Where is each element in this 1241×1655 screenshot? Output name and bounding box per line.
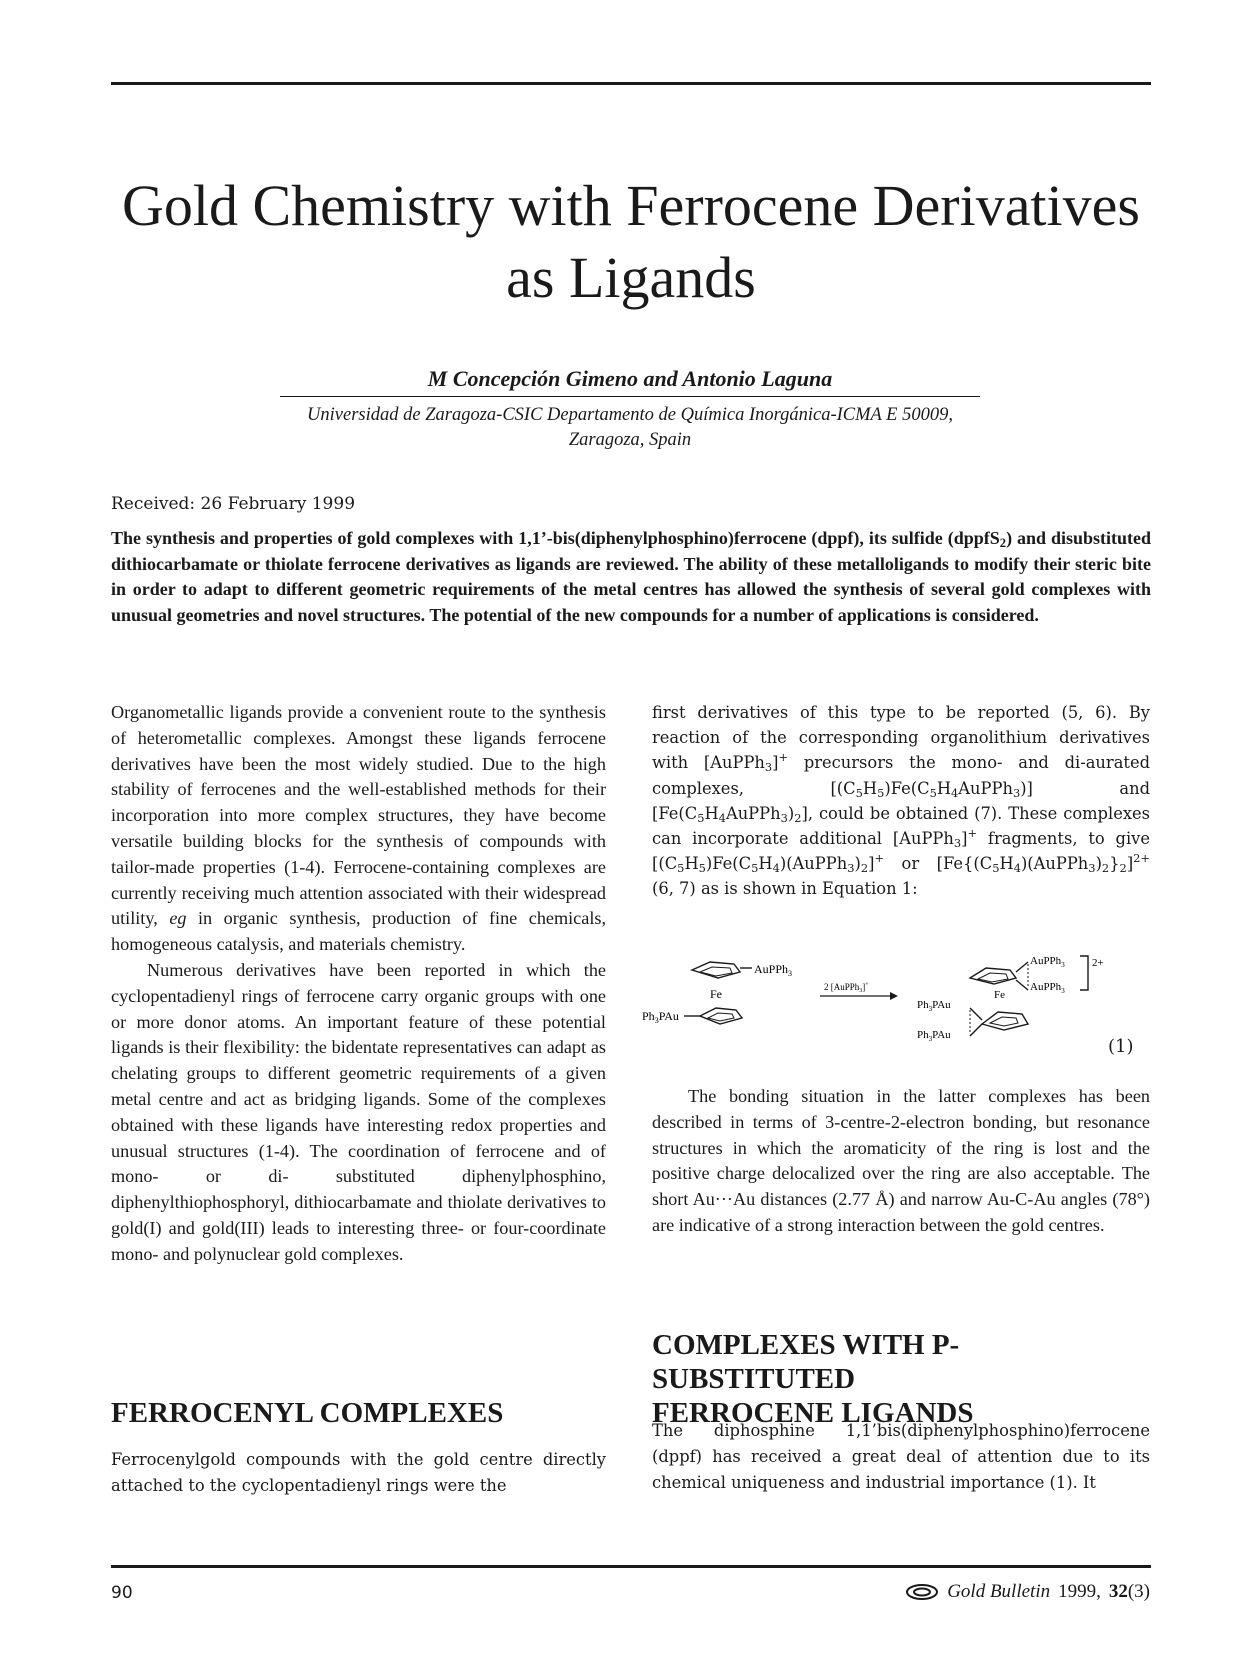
- product-charge-label: 2+: [1092, 957, 1104, 969]
- journal-name: Gold Bulletin: [947, 1581, 1051, 1602]
- section-heading-ferrocenyl: FERROCENYL COMPLEXES: [111, 1397, 504, 1429]
- equation-number: (1): [1108, 1036, 1134, 1057]
- authors: M Concepción Gimeno and Antonio Laguna: [427, 366, 833, 391]
- affiliation: [230, 403, 1030, 453]
- dppf-paragraph: The diphosphine 1,1’bis(diphenylphosphino)ferrocene (dppf) has received a great deal of attention due to its chemical uniqueness and industrial importance (1). It: [652, 1421, 1150, 1492]
- ferrocenyl-paragraph: Ferrocenylgold compounds with the gold centre directly attached to the cyclopentadienyl rings were the: [111, 1450, 606, 1495]
- product-aupph3-top-label: AuPPh$_3$: [1030, 955, 1065, 969]
- gold-bulletin-logo-icon: [905, 1583, 939, 1601]
- journal-issue: (3): [1127, 1581, 1150, 1602]
- aurated-paragraph: first derivatives of this type to be reported (5, 6). By reaction of the corresponding organolithium derivatives with [AuPPh$_3$]+ precursors the mono- and di-aurated complexes, $[(C_5H_5)Fe(C_5H_4AuPPh_3)]$ and $[Fe(C_5H_4AuPPh_3)_2]$, could be obtained (7). These complexes can incorporate additional [AuPPh$_3$]+ fragments, to give $[(C_5H_5)Fe(C_5H_4)(AuPPh_3)_2]^+$ or $[Fe\{(C_5H_4)(AuPPh_3)_2\}_2]^{2+}$ (6, 7) as is shown in Equation 1:: [652, 703, 1151, 899]
- reactant-fe-label: Fe: [710, 987, 722, 1001]
- journal-volume: 32: [1108, 1581, 1128, 1602]
- bottom-rule: [111, 1565, 1151, 1568]
- equation-1-scheme: [642, 950, 1150, 1050]
- intro-paragraph: Organometallic ligands provide a convenient route to the synthesis of heterometallic complexes. Amongst these ligands ferrocene derivatives have been the most widely studied. Due to the high stability of ferrocenes and the well-established methods for their incorporation into more complex structures, they have become versatile building blocks for the synthesis of compounds with tailor-made properties (1-4). Ferrocene-containing complexes are currently receiving much attention associated with their widespread utility, eg in organic synthesis, production of fine chemicals, homogeneous catalysis, and materials chemistry.: [111, 702, 607, 955]
- affiliation-line-2: Zaragoza, Spain: [568, 430, 692, 450]
- page-number: 90: [111, 1583, 133, 1603]
- left-column: [111, 700, 606, 1268]
- reagent-label: 2 [AuPPh$_3$]+: [824, 982, 869, 994]
- journal-citation: [905, 1581, 1150, 1603]
- journal-year: 1999,: [1058, 1581, 1101, 1602]
- right-column: [652, 700, 1150, 902]
- affiliation-line-1: Universidad de Zaragoza-CSIC Departamento de Química Inorgánica-ICMA E 50009,: [307, 405, 953, 425]
- top-rule: [111, 82, 1151, 85]
- bonding-paragraph: The bonding situation in the latter complexes has been described in terms of 3-centre-2-electron bonding, but resonance structures in which the aromaticity of the ring is lost and the positive charge delocalized over the ring are also acceptable. The short Au···Au distances (2.77 Å) and narrow Au-C-Au angles (78°) are indicative of a strong interaction between the gold centres.: [652, 1086, 1150, 1235]
- author-rule: [280, 396, 980, 397]
- reaction-arrowhead: [890, 992, 898, 1000]
- product-fe-label: Fe: [994, 989, 1005, 1001]
- product-aupph3-bottom-label: AuPPh$_3$: [1030, 981, 1065, 995]
- abstract: The synthesis and properties of gold complexes with 1,1’-bis(diphenylphosphino)ferrocene (dppf), its sulfide (dppfS$_2$) and disubstituted dithiocarbamate or thiolate ferrocene derivatives as ligands are reviewed. The ability of these metalloligands to modify their steric bite in order to adapt to different geometric requirements of the metal centres has allowed the synthesis of several gold complexes with unusual geometries and novel structures. The potential of the new compounds for a number of applications is considered.: [111, 528, 1151, 625]
- product-ferrocene: [970, 956, 1088, 1036]
- reactant-ph3pau-label: $Ph_3PAu$: [642, 1009, 679, 1025]
- product-ph3pau-bottom-label: $Ph_3PAu$: [917, 1029, 951, 1043]
- product-ph3pau-top-label: $Ph_3PAu$: [917, 999, 951, 1013]
- received-date: Received: 26 February 1999: [111, 494, 356, 514]
- reactant-aupph3-label: AuPPh$_3$: [754, 962, 793, 978]
- section-heading-p-substituted: COMPLEXES WITH P-SUBSTITUTED FERROCENE LIGANDS: [652, 1329, 974, 1429]
- derivatives-paragraph: Numerous derivatives have been reported in which the cyclopentadienyl rings of ferrocene carry organic groups with one or more donor atoms. An important feature of these potential ligands is their flexibility: the bidentate representatives can adapt as chelating groups to different geometric requirements of a given metal centre and act as bridging ligands. Some of the complexes obtained with these ligands have interesting redox properties and unusual structures (1-4). The coordination of ferrocene and of mono- or di- substituted diphenylphosphino, diphenylthiophosphoryl, dithiocarbamate and thiolate derivatives to gold(I) and gold(III) leads to interesting three- or four-coordinate mono- and polynuclear gold complexes.: [111, 959, 606, 1264]
- article-title: Gold Chemistry with Ferrocene Derivatives as Ligands: [122, 173, 1140, 310]
